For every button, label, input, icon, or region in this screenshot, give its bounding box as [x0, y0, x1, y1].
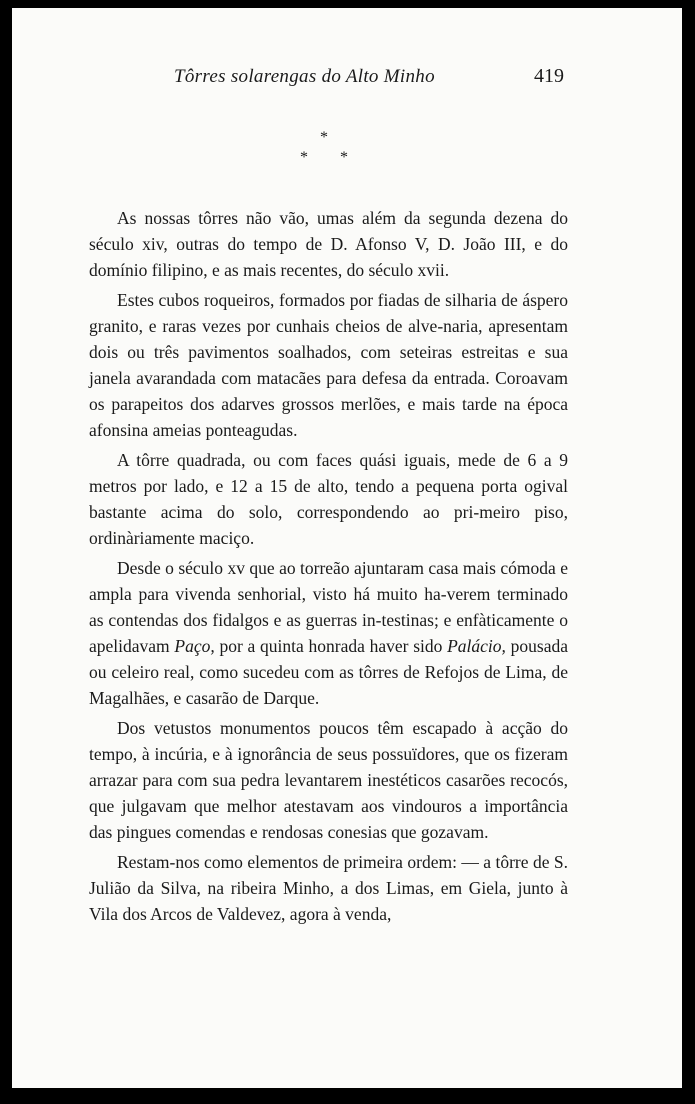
- paragraph-4-part-1: Desde o século xv que ao torreão ajuntaram casa mais cómoda e ampla para vivenda senhorial, visto há muito ha-verem terminado as contendas dos fidalgos e as guerras in-testinas; e enfàticamente o apelidavam: [89, 558, 568, 656]
- asterism-divider: [12, 128, 636, 168]
- italic-term-palacio: Palácio,: [447, 636, 506, 656]
- paragraph-4: [89, 555, 568, 711]
- running-title: Tôrres solarengas do Alto Minho: [174, 66, 435, 87]
- asterism-bottom: * *: [300, 149, 362, 166]
- paragraph-4-part-3: pousada ou celeiro real, como sucedeu com as tôrres de Refojos de Lima, de Magalhães, e casarão de Darque.: [89, 636, 568, 708]
- body-text: [89, 205, 568, 931]
- asterism-top: *: [320, 129, 328, 146]
- paragraph-6: Restam-nos como elementos de primeira ordem: — a tôrre de S. Julião da Silva, na ribeira Minho, a dos Limas, em Giela, junto à Vila dos Arcos de Valdevez, agora à venda,: [89, 852, 568, 924]
- paragraph-3: A tôrre quadrada, ou com faces quási iguais, mede de 6 a 9 metros por lado, e 12 a 15 de alto, tendo a pequena porta ogival bastante acima do solo, correspondendo ao pri-meiro piso, ordinàriamente maciço.: [89, 450, 568, 548]
- italic-term-paco: Paço,: [174, 636, 215, 656]
- paragraph-4-part-2: por a quinta honrada haver sido: [214, 636, 448, 656]
- book-page: [12, 8, 682, 1088]
- paragraph-1: As nossas tôrres não vão, umas além da segunda dezena do século xiv, outras do tempo de D. Afonso V, D. João III, e do domínio filipino, e as mais recentes, do século xvii.: [89, 208, 568, 280]
- paragraph-5: Dos vetustos monumentos poucos têm escapado à acção do tempo, à incúria, e à ignorância de seus possuïdores, que os fizeram arrazar para com sua pedra levantarem inestéticos casarões recocós, que julgavam que melhor atestavam aos vindouros a importância das pingues comendas e rendosas conesias que gozavam.: [89, 718, 568, 842]
- paragraph-2: Estes cubos roqueiros, formados por fiadas de silharia de áspero granito, e raras vezes por cunhais cheios de alve-naria, apresentam dois ou três pavimentos soalhados, com seteiras estreitas e sua janela avarandada com matacães para defesa da entrada. Coroavam os parapeitos dos adarves grossos merlões, e mais tarde na época afonsina ameias ponteagudas.: [89, 290, 568, 440]
- page-number: 419: [534, 65, 564, 87]
